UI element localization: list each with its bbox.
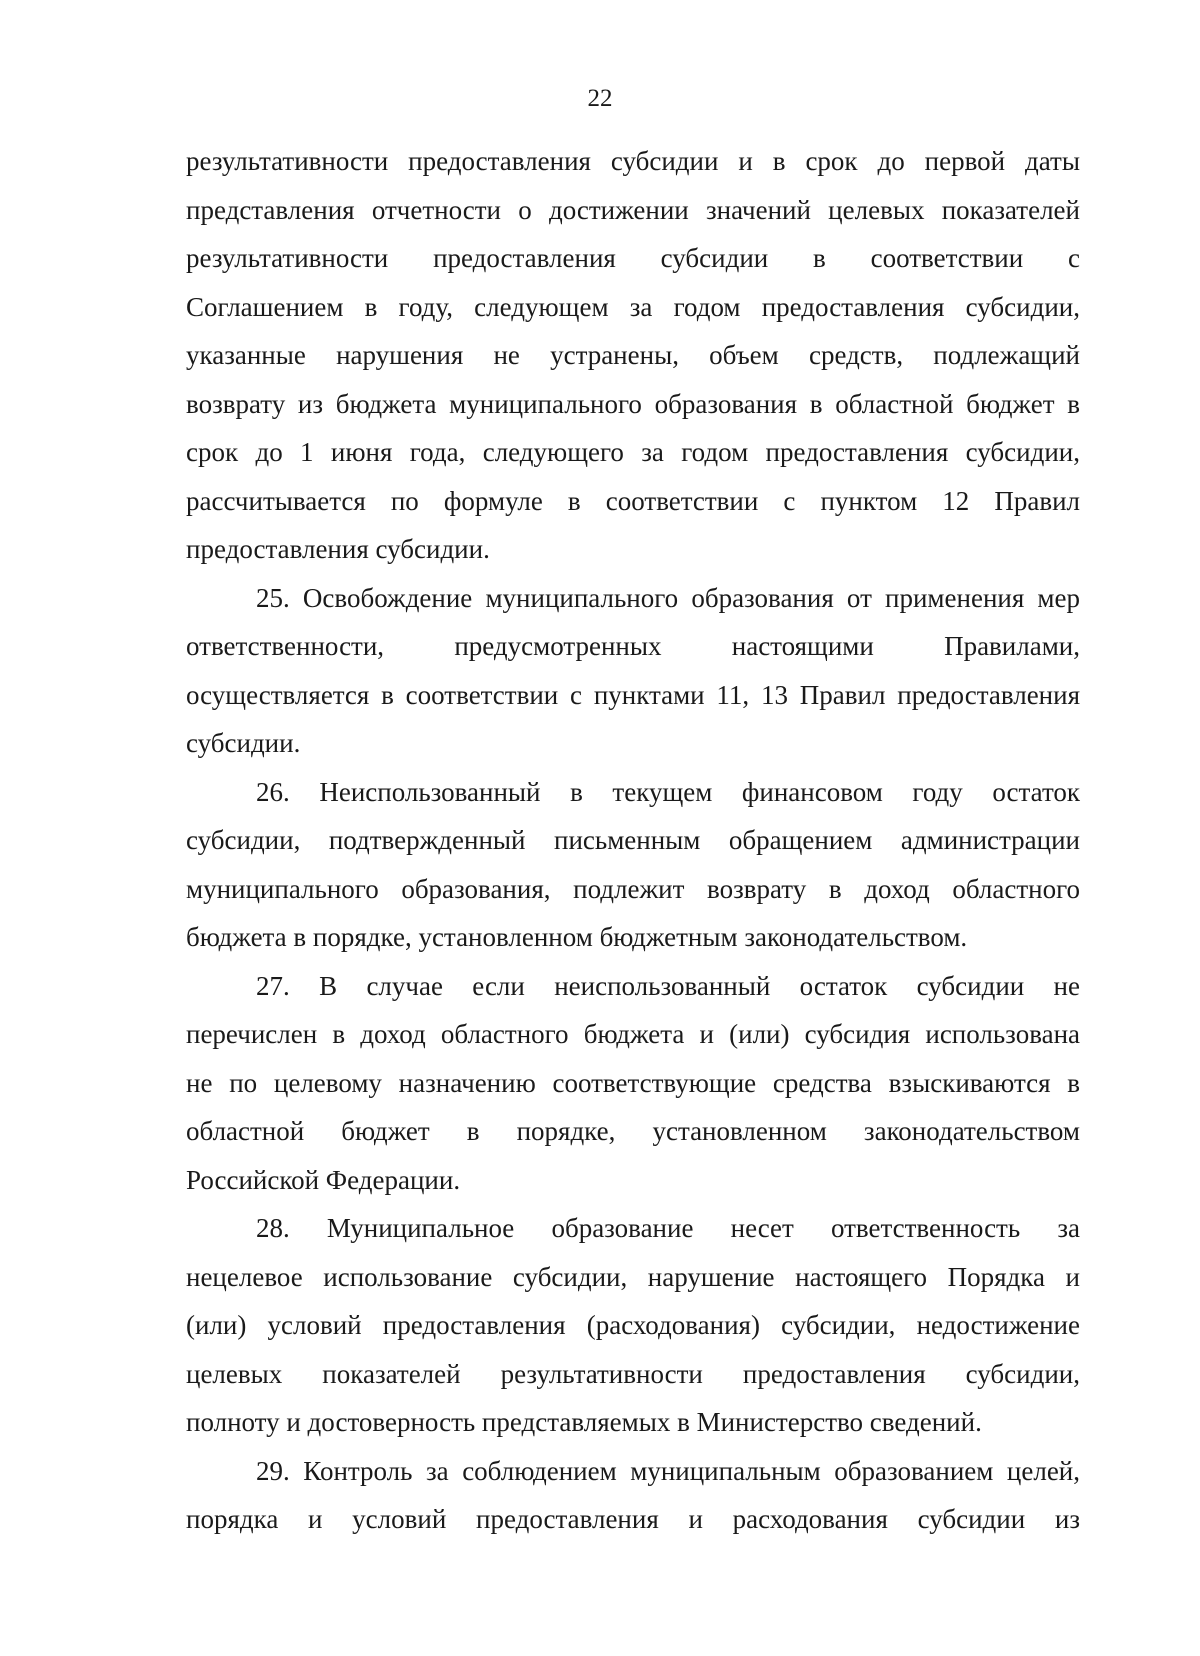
text-line: ответственности, предусмотренных настоящими Правилами,: [186, 631, 1080, 661]
paragraph-28: [186, 1204, 1080, 1447]
text-line: 27. В случае если неиспользованный остаток субсидии не: [256, 970, 1080, 1001]
text-line: нецелевое использование субсидии, нарушение настоящего Порядка и: [186, 1261, 1080, 1292]
text-line: целевых показателей результативности предоставления субсидии,: [186, 1358, 1080, 1389]
text-line: порядка и условий предоставления и расходования субсидии из: [186, 1504, 1080, 1534]
text-line: 28. Муниципальное образование несет ответственность за: [256, 1213, 1080, 1243]
text-line: бюджета в порядке, установленном бюджетным законодательством.: [186, 922, 968, 952]
page-number: 22: [587, 85, 613, 112]
paragraph-25: [186, 574, 1080, 768]
paragraph-26: [186, 768, 1080, 962]
text-line: не по целевому назначению соответствующие средства взыскиваются в: [186, 1067, 1080, 1098]
text-line: субсидии, подтвержденный письменным обращением администрации: [186, 825, 1080, 855]
text-line: полноту и достоверность представляемых в Министерство сведений.: [186, 1407, 982, 1437]
text-line: возврату из бюджета муниципального образования в областной бюджет в: [186, 388, 1080, 419]
text-line: 26. Неиспользованный в текущем финансовом году остаток: [256, 776, 1080, 807]
text-line: 25. Освобождение муниципального образования от применения мер: [256, 582, 1080, 613]
text-line: осуществляется в соответствии с пунктами 11, 13 Правил предоставления: [186, 679, 1080, 710]
text-line: (или) условий предоставления (расходования) субсидии, недостижение: [186, 1310, 1080, 1340]
paragraph-27: [186, 962, 1080, 1205]
paragraph-24-continuation: [186, 137, 1080, 574]
text-line: областной бюджет в порядке, установленном законодательством: [186, 1116, 1080, 1146]
document-body: [186, 137, 1080, 1544]
text-line: Российской Федерации.: [186, 1164, 461, 1195]
text-line: рассчитывается по формуле в соответствии с пунктом 12 Правил: [186, 485, 1080, 516]
text-line: представления отчетности о достижении значений целевых показателей: [186, 194, 1080, 225]
text-line: срок до 1 июня года, следующего за годом предоставления субсидии,: [186, 437, 1080, 467]
text-line: указанные нарушения не устранены, объем средств, подлежащий: [186, 340, 1080, 370]
text-line: муниципального образования, подлежит возврату в доход областного: [186, 873, 1080, 904]
text-line: результативности предоставления субсидии в соответствии с: [186, 243, 1080, 273]
text-line: 29. Контроль за соблюдением муниципальным образованием целей,: [256, 1455, 1080, 1486]
text-line: предоставления субсидии.: [186, 534, 490, 564]
paragraph-29: [186, 1447, 1080, 1544]
text-line: Соглашением в году, следующем за годом предоставления субсидии,: [186, 291, 1080, 322]
text-line: перечислен в доход областного бюджета и (или) субсидия использована: [186, 1019, 1080, 1049]
text-line: результативности предоставления субсидии и в срок до первой даты: [186, 146, 1080, 176]
text-line: субсидии.: [186, 728, 301, 758]
